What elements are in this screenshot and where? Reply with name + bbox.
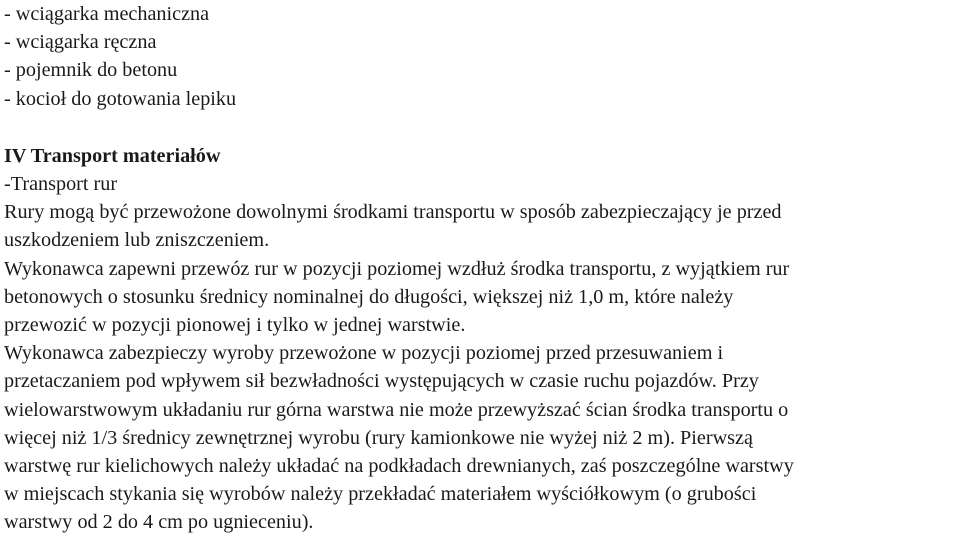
paragraph-line: więcej niż 1/3 średnicy zewnętrznej wyrobu (rury kamionkowe nie wyżej niż 2 m). Pierwszą bbox=[4, 426, 753, 449]
paragraph-line: warstwy od 2 do 4 cm po ugnieceniu). bbox=[4, 511, 314, 534]
paragraph-line: wielowarstwowym układaniu rur górna warstwa nie może przewyższać ścian środka transportu o bbox=[4, 398, 789, 421]
paragraph-line: Wykonawca zabezpieczy wyroby przewożone w pozycji poziomej przed przesuwaniem i bbox=[4, 342, 724, 365]
paragraph-line: Wykonawca zapewni przewóz rur w pozycji poziomej wzdłuż środka transportu, z wyjątkiem rur bbox=[4, 257, 790, 280]
list-item: - wciągarka mechaniczna bbox=[4, 3, 210, 25]
paragraph-line: uszkodzeniem lub zniszczeniem. bbox=[4, 229, 270, 252]
list-item: - wciągarka ręczna bbox=[4, 31, 157, 54]
section-title: IV Transport materiałów bbox=[4, 144, 221, 167]
section-spacer bbox=[4, 113, 956, 142]
list-item: - pojemnik do betonu bbox=[4, 59, 178, 82]
transport-paragraph bbox=[4, 198, 956, 536]
paragraph-line: warstwę rur kielichowych należy układać na podkładach drewnianych, zaś poszczególne warstwy bbox=[4, 455, 794, 478]
paragraph-line: betonowych o stosunku średnicy nominalnej do długości, większej niż 1,0 m, które należy bbox=[4, 285, 734, 308]
list-item: - kocioł do gotowania lepiku bbox=[4, 87, 237, 110]
subsection-title: -Transport rur bbox=[4, 173, 118, 196]
paragraph-line: w miejscach stykania się wyrobów należy przekładać materiałem wyściółkowym (o grubości bbox=[4, 483, 757, 506]
paragraph-line: przewozić w pozycji pionowej i tylko w jednej warstwie. bbox=[4, 314, 466, 337]
equipment-list bbox=[4, 0, 956, 113]
paragraph-line: przetaczaniem pod wpływem sił bezwładności występujących w czasie ruchu pojazdów. Przy bbox=[4, 370, 759, 393]
paragraph-line: Rury mogą być przewożone dowolnymi środkami transportu w sposób zabezpieczający je przed bbox=[4, 201, 782, 224]
document-page bbox=[4, 0, 956, 537]
